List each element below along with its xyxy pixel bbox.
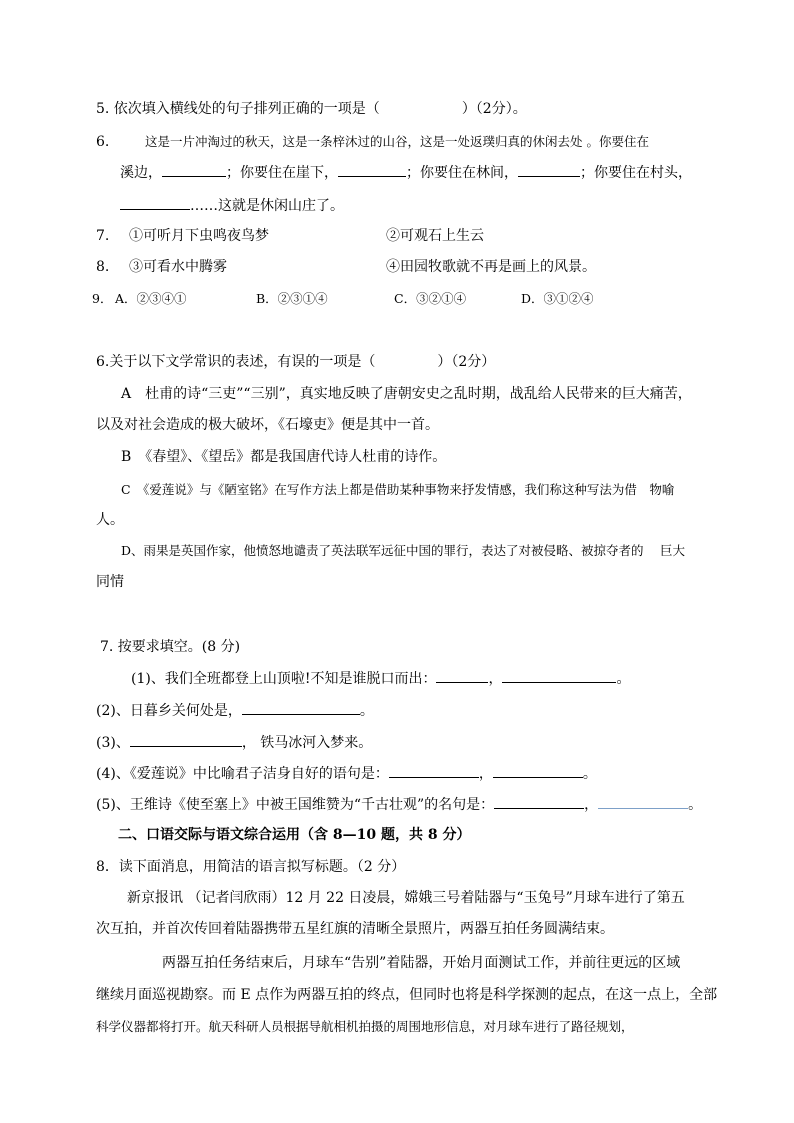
q7-item-4-sep: ， [478,766,493,782]
q7-blank-1b[interactable] [502,668,616,683]
q5-choice-num: 9． [92,291,113,306]
q5-option-4: ④田园牧歌就不再是画上的风景。 [386,259,596,275]
q5-l3-b: ……这就是休闲山庄了。 [190,198,344,214]
q6-option-a-line2: 以及对社会造成的极大破坏，《石壕吏》便是其中一首。 [96,417,439,433]
q8-stem: 8．读下面消息，用简洁的语言拟写标题。（2 分） [96,859,406,875]
q5-choice-c: C．③②①④ [394,291,467,306]
q7-stem: 7. 按要求填空。(8 分) [100,639,241,655]
q5-stem-score: ）（2分）。 [461,101,527,117]
q5-num8: 8. [96,259,110,275]
q6-option-d-line2: 同情 [96,574,124,590]
q7-blank-2[interactable] [242,700,360,715]
q7-item-1-end: 。 [616,671,631,687]
q7-blank-5b[interactable] [598,794,688,809]
q7-blank-3[interactable] [130,732,242,747]
q6-stem [96,352,495,372]
q7-blank-5a[interactable] [494,794,584,809]
q5-l2-d: ；你要住在村头， [580,165,692,181]
q5-passage-line2 [120,162,692,183]
q6-option-a-line1: A 杜甫的诗“三吏”“三别”，真实地反映了唐朝安史之乱时期，战乱给人民带来的巨大痛苦， [121,386,692,402]
q5-choice-d: D．③①②④ [521,291,594,306]
q7-item-2-end: 。 [359,703,374,719]
q6-option-c-line2: 人。 [96,512,124,528]
q5-stem [96,99,527,119]
q7-blank-1a[interactable] [436,668,488,683]
q5-blank-3[interactable] [518,162,580,177]
q5-l2-c: ；你要住在林间， [406,165,518,181]
q8-para2-line3: 科学仪器都将打开。航天科研人员根据导航相机拍摄的周围地形信息，对月球车进行了路径规划， [96,1019,634,1034]
q8-para1-line1: 新京报讯 （记者闫欣雨）12 月 22 日凌晨，嫦娥三号着陆器与“玉兔号”月球车进行了第五 [127,890,685,906]
q5-passage-line3 [120,195,344,216]
q5-num7: 7. [96,228,110,244]
q6-option-b: B 《春望》、《望岳》都是我国唐代诗人杜甫的诗作。 [121,449,447,465]
q5-blank-4[interactable] [120,195,190,210]
q7-item-4-text: (4)、《爱莲说》中比喻君子洁身自好的语句是： [96,766,389,782]
q5-passage-line1: 这是一片冲淘过的秋天，这是一条梓沐过的山谷，这是一处返璞归真的休闲去处 。你要住在 [145,134,649,149]
q8-para1-line2: 次互拍，并首次传回着陆器携带五星红旗的清晰全景照片，两器互拍任务圆满结束。 [96,921,614,937]
q5-num6: 6. [96,134,110,150]
q7-item-1-sep: ， [488,671,503,687]
q6-stem-score: ）（2分） [437,354,496,370]
q5-choice-b: B．②③①④ [256,291,328,306]
q7-item-5 [96,794,702,815]
q8-para2-line2: 继续月面巡视勘察。而 E 点作为两器互拍的终点，但同时也将是科学探测的起点，在这一点上，全部 [96,987,718,1003]
q6-stem-text: 6.关于以下文学常识的表述，有误的一项是（ [96,354,376,370]
q7-blank-4a[interactable] [389,763,479,778]
q7-item-3 [96,732,372,753]
q5-choice-a: A．②③④① [115,291,187,306]
q7-item-5-text: (5)、王维诗《使至塞上》中被王国维赞为“千古壮观”的名句是： [96,797,495,813]
q5-blank-2[interactable] [338,162,406,177]
q6-option-c-line1: C 《爱莲说》与《陋室铭》在写作方法上都是借助某种事物来抒发情感，我们称这种写法为借 物喻 [121,482,675,497]
section2-title: 二、口语交际与语文综合运用（含 8—10 题，共 8 分） [118,827,471,843]
q7-item-3-text: (3)、 [96,735,130,751]
q5-stem-text: 5. 依次填入横线处的句子排列正确的一项是（ [96,101,380,117]
q8-para2-line1: 两器互拍任务结束后，月球车“告别”着陆器，开始月面测试工作，并前往更远的区域 [162,955,681,971]
q5-l2-b: ；你要住在崖下， [226,165,338,181]
q7-item-1-text: (1)、我们全班都登上山顶啦!不知是谁脱口而出： [131,671,437,687]
q7-item-2 [96,700,374,721]
q5-blank-1[interactable] [162,162,226,177]
q7-item-1 [131,668,630,689]
q6-option-d-line1: D、雨果是英国作家，他愤怒地谴责了英法联军远征中国的罪行，表达了对被侵略、被掠夺者的 巨大 [121,543,685,558]
q7-blank-4b[interactable] [493,763,583,778]
q7-item-5-end: 。 [688,797,703,813]
q7-item-4-end: 。 [582,766,597,782]
q5-l2-a: 溪边， [120,165,162,181]
q7-item-4 [96,763,597,784]
q7-item-5-sep: ， [584,797,599,813]
q5-option-3: ③可看水中腾雾 [129,259,227,275]
q7-item-3-rest: ， 铁马冰河入梦来。 [241,735,373,751]
q7-item-2-text: (2)、日暮乡关何处是， [96,703,242,719]
q5-option-2: ②可观石上生云 [386,228,484,244]
q5-option-1: ①可听月下虫鸣夜鸟梦 [129,228,269,244]
